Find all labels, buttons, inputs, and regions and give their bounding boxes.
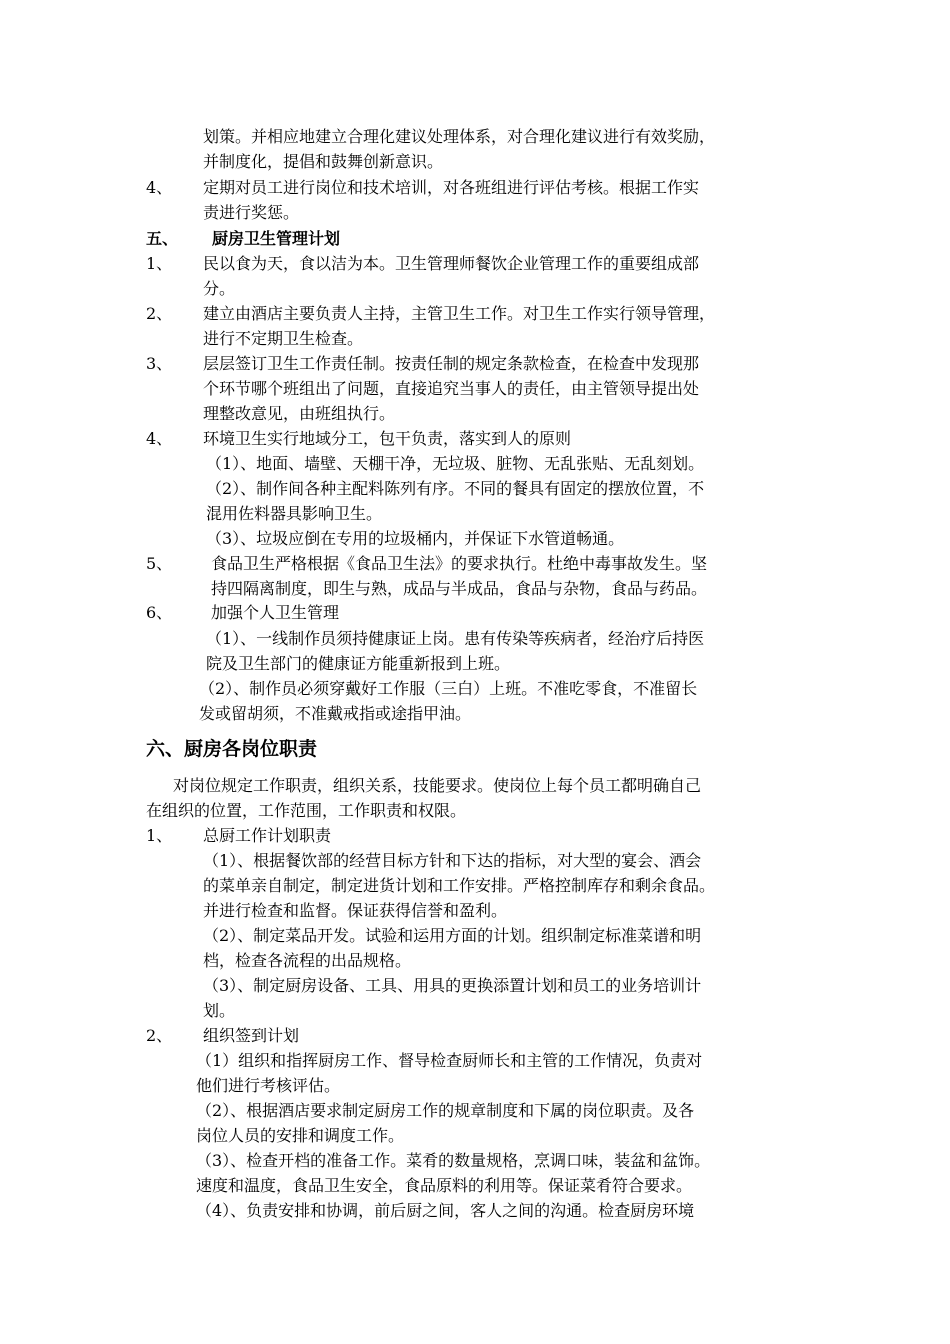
list-number: 1、	[146, 826, 173, 845]
section-number: 五、	[146, 229, 179, 248]
text-line: （2）、制作员必须穿戴好工作服（三白）上班。不准吃零食，不准留长	[199, 679, 698, 698]
text-line: （1）、根据餐饮部的经营目标方针和下达的指标，对大型的宴会、酒会	[203, 851, 702, 870]
text-line: 速度和温度，食品卫生安全，食品原料的利用等。保证菜肴符合要求。	[196, 1176, 693, 1195]
text-line: 院及卫生部门的健康证方能重新报到上班。	[206, 654, 511, 673]
text-line: （2）、制作间各种主配料陈列有序。不同的餐具有固定的摆放位置，不	[206, 479, 705, 498]
text-line: （3）、垃圾应倒在专用的垃圾桶内，并保证下水管道畅通。	[206, 529, 625, 548]
text-line: 岗位人员的安排和调度工作。	[196, 1126, 405, 1145]
text-line: （1）组织和指挥厨房工作、督导检查厨师长和主管的工作情况，负责对	[196, 1051, 703, 1070]
section-heading: 厨房卫生管理计划	[212, 229, 341, 248]
text-line: 并进行检查和监督。保证获得信誉和盈利。	[203, 901, 508, 920]
text-line: （4）、负责安排和协调，前后厨之间，客人之间的沟通。检查厨房环境	[196, 1201, 695, 1220]
text-line: 并制度化，提倡和鼓舞创新意识。	[203, 152, 444, 171]
list-number: 3、	[146, 354, 173, 373]
list-number: 4、	[146, 429, 173, 448]
text-line: 持四隔离制度，即生与熟，成品与半成品，食品与杂物，食品与药品。	[211, 579, 708, 598]
text-line: 食品卫生严格根据《食品卫生法》的要求执行。杜绝中毒事故发生。坚	[211, 554, 708, 573]
text-line: 进行不定期卫生检查。	[203, 329, 364, 348]
list-number: 5、	[146, 554, 173, 573]
text-line: （1）、一线制作员须持健康证上岗。患有传染等疾病者，经治疗后持医	[206, 629, 705, 648]
text-line: 环境卫生实行地域分工，包干负责，落实到人的原则	[203, 429, 572, 448]
text-line: 民以食为天，食以洁为本。卫生管理师餐饮企业管理工作的重要组成部	[203, 254, 700, 273]
list-number: 2、	[146, 1026, 173, 1045]
text-line: 层层签订卫生工作责任制。按责任制的规定条款检查，在检查中发现那	[203, 354, 700, 373]
text-line: （3）、检查开档的准备工作。菜肴的数量规格，烹调口味，装盆和盆饰。	[196, 1151, 711, 1170]
text-line: 他们进行考核评估。	[196, 1076, 341, 1095]
text-line: 发或留胡须，不准戴戒指或途指甲油。	[199, 704, 472, 723]
text-line: 的菜单亲自制定，制定进货计划和工作安排。严格控制库存和剩余食品。	[203, 876, 716, 895]
text-line: 定期对员工进行岗位和技术培训，对各班组进行评估考核。根据工作实	[203, 178, 700, 197]
section-title: 六、厨房各岗位职责	[146, 738, 318, 760]
text-line: 个环节哪个班组出了问题，直接追究当事人的责任，由主管领导提出处	[203, 379, 700, 398]
text-line: （2）、根据酒店要求制定厨房工作的规章制度和下属的岗位职责。及各	[196, 1101, 695, 1120]
text-line: 理整改意见，由班组执行。	[203, 404, 396, 423]
text-line: 档，检查各流程的出品规格。	[203, 951, 412, 970]
text-line: （3）、制定厨房设备、工具、用具的更换添置计划和员工的业务培训计	[203, 976, 702, 995]
text-line: 混用佐料器具影响卫生。	[206, 504, 383, 523]
list-number: 6、	[146, 603, 173, 622]
text-line: 对岗位规定工作职责，组织关系，技能要求。使岗位上每个员工都明确自己	[173, 776, 702, 795]
text-line: 划。	[203, 1001, 236, 1020]
text-line: 建立由酒店主要负责人主持，主管卫生工作。对卫生工作实行领导管理，	[203, 304, 716, 323]
text-line: 在组织的位置，工作范围，工作职责和权限。	[146, 801, 467, 820]
list-number: 2、	[146, 304, 173, 323]
text-line: 划策。并相应地建立合理化建议处理体系，对合理化建议进行有效奖励，	[203, 127, 716, 146]
text-line: 总厨工作计划职责	[203, 826, 332, 845]
text-line: 加强个人卫生管理	[211, 603, 340, 622]
list-number: 4、	[146, 178, 173, 197]
text-line: （1）、地面、墙壁、天棚干净，无垃圾、脏物、无乱张贴、无乱刻划。	[206, 454, 705, 473]
text-line: （2）、制定菜品开发。试验和运用方面的计划。组织制定标准菜谱和明	[203, 926, 702, 945]
text-line: 组织签到计划	[203, 1026, 300, 1045]
list-number: 1、	[146, 254, 173, 273]
text-line: 责进行奖惩。	[203, 203, 300, 222]
text-line: 分。	[203, 279, 236, 298]
